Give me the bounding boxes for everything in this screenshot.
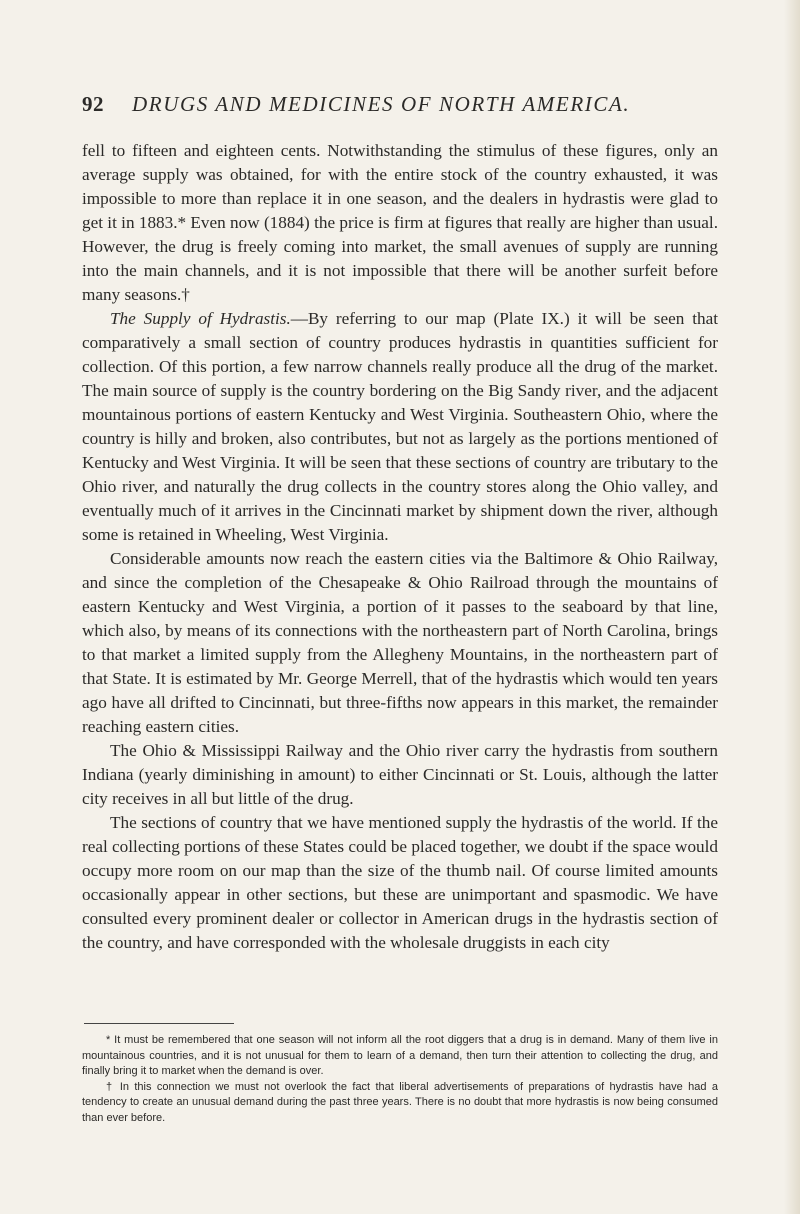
- page-header: [82, 92, 722, 120]
- page-number: 92: [82, 92, 104, 116]
- paragraph-2-text: —By referring to our map (Plate IX.) it will be seen that comparatively a small section of country produces hydrastis in quantities sufficient for collection. Of this portion, a few narrow channels really produce all the drug of the market. The main source of supply is the country bordering on the Big Sandy river, and the adjacent mountainous portions of eastern Kentucky and West Virginia. Southeastern Ohio, where the country is hilly and broken, also contributes, but not as largely as the portions mentioned of Kentucky and West Virginia. It will be seen that these sections of country are tributary to the Ohio river, and naturally the drug collects in the country stores along the Ohio valley, and eventually much of it arrives in the Cincinnati market by shipment down the river, although some is retained in Wheeling, West Virginia.: [82, 309, 718, 544]
- footnote-rule: [84, 1023, 234, 1024]
- body-text: [82, 139, 718, 955]
- footnote-1: * It must be remembered that one season will not inform all the root diggers that a drug is in demand. Many of them live in mountainous countries, and it is not unusual for them to learn of a demand, then turn their attention to collecting the drug, and finally bring it to market when the demand is over.: [82, 1034, 718, 1077]
- paragraph-3: Considerable amounts now reach the eastern cities via the Baltimore & Ohio Railway, and since the completion of the Chesapeake & Ohio Railroad through the mountains of eastern Kentucky and West Virginia, a portion of it passes to the seaboard by that line, which also, by means of its connections with the northeastern part of North Carolina, brings to that market a limited supply from the Allegheny Mountains, in the northeastern part of that State. It is estimated by Mr. George Merrell, that of the hydrastis which would ten years ago have all drifted to Cincinnati, but three-fifths now appears in this market, the remainder reaching eastern cities.: [82, 549, 718, 736]
- paragraph-1: fell to fifteen and eighteen cents. Notwithstanding the stimulus of these figures, only an average supply was obtained, for with the entire stock of the country exhausted, it was impossible to more than replace it in one season, and the dealers in hydrastis were glad to get it in 1883.* Even now (1884) the price is firm at figures that really are higher than usual. However, the drug is freely coming into market, the small avenues of supply are running into the main channels, and it is not impossible that there will be another surfeit before many seasons.†: [82, 141, 718, 304]
- running-head: DRUGS AND MEDICINES OF NORTH AMERICA.: [132, 92, 631, 116]
- paragraph-2: [82, 307, 718, 547]
- page-edge-shadow: [784, 0, 800, 1214]
- paragraph-4: The Ohio & Mississippi Railway and the Ohio river carry the hydrastis from southern Indiana (yearly diminishing in amount) to either Cincinnati or St. Louis, although the latter city receives in all but little of the drug.: [82, 741, 718, 808]
- paragraph-5: The sections of country that we have mentioned supply the hydrastis of the world. If the real collecting portions of these States could be placed together, we doubt if the space would occupy more room on our map than the size of the thumb nail. Of course limited amounts occasionally appear in other sections, but these are unimportant and spasmodic. We have consulted every prominent dealer or collector in American drugs in the hydrastis section of the country, and have corresponded with the wholesale druggists in each city: [82, 813, 719, 952]
- footnote-2: † In this connection we must not overlook the fact that liberal advertisements of preparations of hydrastis have had a tendency to create an unusual demand during the past three years. There is no doubt that more hydrastis is now being consumed than ever before.: [82, 1080, 718, 1124]
- section-heading-supply: The Supply of Hydrastis.: [110, 309, 291, 328]
- footnotes: [82, 1033, 718, 1126]
